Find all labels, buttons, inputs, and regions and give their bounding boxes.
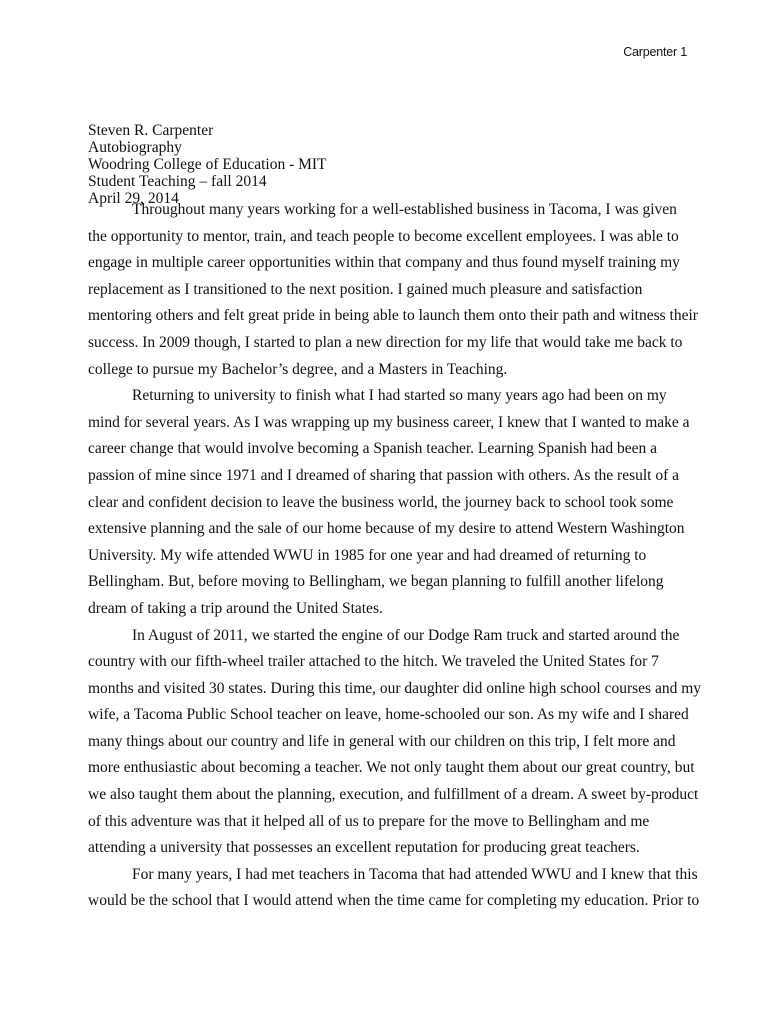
document-type: Autobiography (88, 139, 182, 156)
paragraph-line: we also taught them about the planning, execution, and fulfillment of a dream. A sweet by-product (88, 786, 699, 804)
paragraph-line: country with our fifth-wheel trailer attached to the hitch. We traveled the United States for 7 (88, 653, 659, 671)
paragraph-line: passion of mine since 1971 and I dreamed of sharing that passion with others. As the result of a (88, 466, 680, 484)
paragraph-line: wife, a Tacoma Public School teacher on leave, home-schooled our son. As my wife and I shared (88, 706, 689, 724)
paragraph-line: college to pursue my Bachelor’s degree, and a Masters in Teaching. (88, 360, 508, 378)
paragraph-line: engage in multiple career opportunities within that company and thus found myself training my (88, 254, 680, 272)
paragraph-line: months and visited 30 states. During this time, our daughter did online high school courses and my (88, 679, 702, 697)
paragraph-line: Throughout many years working for a well-established business in Tacoma, I was given (132, 201, 677, 218)
paragraph-line: Bellingham. But, before moving to Bellingham, we began planning to fulfill another lifelong (88, 573, 664, 591)
heading-block (88, 122, 327, 207)
paragraph (88, 383, 688, 622)
running-head: Carpenter 1 (623, 45, 687, 59)
paragraph (88, 623, 702, 862)
paragraph-line: In August of 2011, we started the engine of our Dodge Ram truck and started around the (132, 626, 680, 644)
course-name: Student Teaching – fall 2014 (88, 173, 267, 190)
document-date: April 29, 2014 (88, 190, 179, 207)
paragraph-line: more enthusiastic about becoming a teacher. We not only taught them about our great country, but (88, 759, 695, 777)
paragraph-line: success. In 2009 though, I started to plan a new direction for my life that would take me back to (88, 333, 683, 351)
paragraph-line: Returning to university to finish what I had started so many years ago had been on my (132, 387, 667, 405)
paragraph-line: mind for several years. As I was wrapping up my business career, I knew that I wanted to make a (88, 413, 690, 431)
paragraph-line: For many years, I had met teachers in Tacoma that had attended WWU and I knew that this (132, 865, 698, 883)
paragraph-line: extensive planning and the sale of our home because of my desire to attend Western Washington (88, 520, 685, 538)
college-name: Woodring College of Education - MIT (88, 156, 327, 173)
paragraph-line: attending a university that possesses an excellent reputation for producing great teachers. (88, 839, 640, 857)
paragraph-line: many things about our country and life in general with our children on this trip, I felt more and (88, 732, 676, 750)
paragraph-line: replacement as I transitioned to the next position. I gained much pleasure and satisfaction (88, 280, 643, 298)
paragraph (88, 862, 700, 915)
document-body (88, 197, 702, 915)
paragraph-line: the opportunity to mentor, train, and teach people to become excellent employees. I was able to (88, 227, 679, 245)
author-name: Steven R. Carpenter (88, 122, 214, 139)
paragraph-line: of this adventure was that it helped all of us to prepare for the move to Bellingham and me (88, 812, 650, 830)
paragraph-line: University. My wife attended WWU in 1985 for one year and had dreamed of returning to (88, 546, 647, 564)
paragraph-line: career change that would involve becoming a Spanish teacher. Learning Spanish had been a (88, 440, 657, 458)
paragraph-line: would be the school that I would attend when the time came for completing my education. Prior to (88, 892, 700, 910)
paragraph (88, 197, 698, 383)
paragraph-line: clear and confident decision to leave the business world, the journey back to school took some (88, 493, 674, 511)
paragraph-line: dream of taking a trip around the United States. (88, 599, 383, 617)
paragraph-line: mentoring others and felt great pride in being able to launch them onto their path and witness their (88, 307, 698, 325)
